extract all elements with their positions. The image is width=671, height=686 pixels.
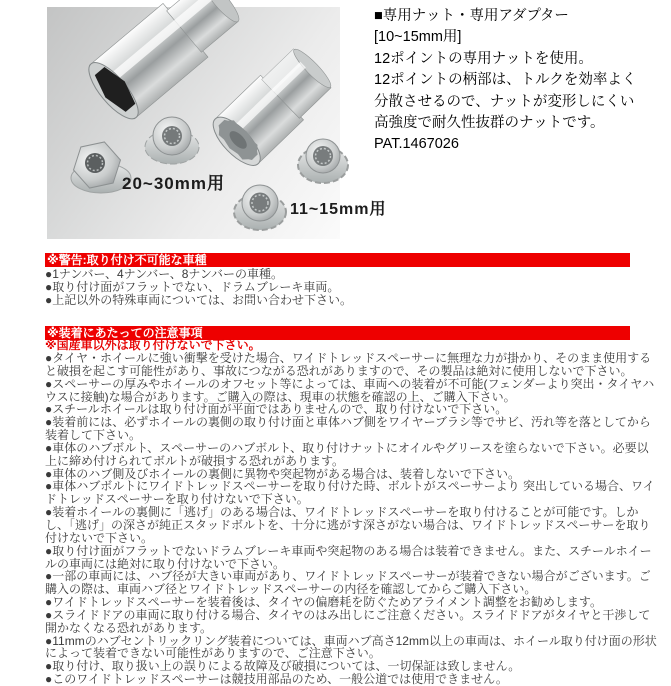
- spec-line: 分散させるので、ナットが変形しにくい: [374, 93, 635, 110]
- warning-list: [45, 268, 645, 308]
- warning-item: ●上記以外の特殊車両については、お問い合わせ下さい。: [45, 293, 353, 308]
- note-item: ●車体のハブ側及びホイールの裏側に異物や突起物がある場合は、装着しないで下さい。: [45, 466, 521, 481]
- note-item: ●車体のハブボルト、スペーサーのハブボルト、取り付けナットにオイルやグリースを塗らないで下さい。必要以上に締め付けられてボルトが破損する恐れがあります。: [45, 440, 649, 468]
- spec-line: [10~15mm用]: [374, 29, 462, 46]
- socket-adapter-large-icon: [81, 0, 249, 126]
- warning-item: ●1ナンバー、4ナンバー、8ナンバーの車種。: [45, 267, 283, 281]
- spec-line: 12ポイントの柄部は、トルクを効率よく: [374, 72, 637, 89]
- caption-11-15mm: 11~15mm用: [290, 201, 387, 218]
- spec-line: PAT.1467026: [374, 136, 459, 153]
- note-item: ●ワイドトレッドスペーサーを装着後は、タイヤの偏磨耗を防ぐためアライメント調整をお勧めします。: [45, 595, 602, 610]
- note-item: ●装着前には、必ずホイールの裏側の取り付け面と車体ハブ側をワイヤーブラシ等でサビ、汚れ等を落としてから装着して下さい。: [45, 415, 651, 443]
- note-item: ●取り付け面がフラットでないドラムブレーキ車両や突起物のある場合は装着できません。また、スチールホイールの車両には絶対に取り付けないで下さい。: [45, 543, 652, 571]
- note-item: ●一部の車両には、ハブ径が大きい車両があり、ワイドトレッドスペーサーが装着できない場合がございます。ご購入の際は、車両ハブ径とワイドトレッドスペーサーの内径を確認してからご購入下さい。: [45, 569, 651, 597]
- domestic-cars-only-warning: ※国産車以外は取り付けないで下さい。: [45, 338, 261, 352]
- caption-20-30mm: 20~30mm用: [122, 174, 225, 193]
- note-item: ●スチールホイールは取り付け面が平面ではありませんので、取り付けないで下さい。: [45, 402, 508, 417]
- twelve-point-nut-right-icon: [298, 139, 348, 183]
- note-item: ●装着ホイールの裏側に「逃げ」のある場合は、ワイドトレッドスペーサーを取り付けることが可能です。しかし、「逃げ」の深さが純正スタッドボルトを、十分に逃がす深さがない場合は、ワイドトレッドスペーサーを取り付けないで下さい。: [45, 505, 651, 545]
- warning-banner: ※警告:取り付け不可能な車種: [45, 253, 630, 267]
- twelve-point-nut-bottom-icon: [234, 185, 286, 230]
- note-item: ●スペーサーの厚みやホイールのオフセット等によっては、車両への装着が不可能(フェンダーより突出・タイヤハウスに接触)な場合があります。ご購入の際は、現車の状態を確認の上、ご購入下さい。: [45, 376, 655, 404]
- product-photo: [40, 0, 410, 246]
- flange-nut-icon: [145, 117, 199, 164]
- note-item: ●スライドドアの車両に取り付ける場合、タイヤのはみ出しにご注意ください。スライドドアがタイヤと干渉して開かなくなる恐れがあります。: [45, 607, 651, 635]
- note-item: ●車体ハブボルトにワイドトレッドスペーサーを取り付けた時、ボルトがスペーサーより 突出している場合、ワイドトレッドスペーサーを取り付けないで下さい。: [45, 479, 655, 507]
- note-item: ●このワイドトレッドスペーサーは競技用部品のため、一般公道では使用できません。: [45, 672, 508, 686]
- notes-banner: ※装着にあたっての注意事項: [45, 326, 630, 340]
- spec-line: ■専用ナット・専用アダプター: [374, 8, 569, 24]
- note-item: ●タイヤ・ホイールに強い衝撃を受けた場合、ワイドトレッドスペーサーに無理な力が掛かり、そのまま使用すると破損を起こす可能性があり、事故につながる恐れがありますので、その製品は絶対に使用しないで下さい。: [45, 351, 652, 378]
- notes-list: [45, 352, 658, 686]
- note-item: ●取り付け、取り扱い上の誤りによる故障及び破損については、一切保証は致しません。: [45, 659, 521, 674]
- warning-item: ●取り付け面がフラットでない、ドラムブレーキ車両。: [45, 280, 340, 295]
- spec-line: 高強度で耐久性抜群のナットです。: [374, 115, 605, 132]
- note-item: ●11mmのハブセントリックリング装着については、車両ハブ高さ12mm以上の車両は、ホイール取り付け面の形状によって装着できない可能性がありますので、ご注意下さい。: [45, 633, 657, 661]
- spec-line: 12ポイントの専用ナットを使用。: [374, 50, 593, 67]
- spec-panel: [374, 6, 669, 156]
